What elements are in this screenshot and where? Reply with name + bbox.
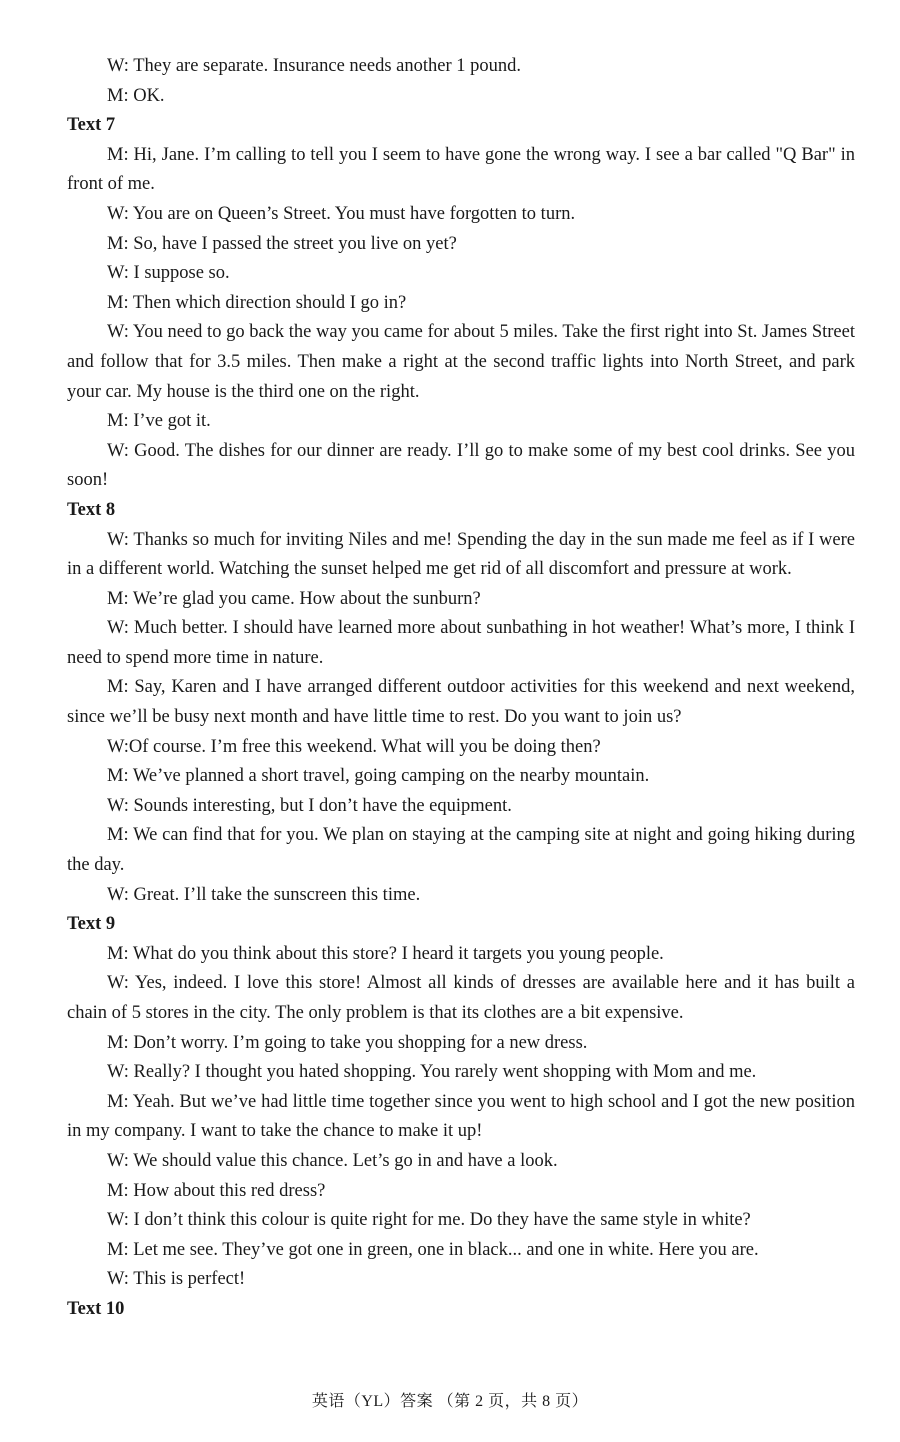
dialogue-line: M: OK. (107, 85, 165, 106)
dialogue-line: W: Much better. I should have learned more about sunbathing in hot weather! What’s more, I think I need to spend more time in nature. (67, 618, 855, 668)
section-heading: Text 7 (67, 115, 116, 136)
page-footer: 英语（YL）答案 （第 2 页，共 8 页） (311, 1393, 589, 1410)
dialogue-line: W: This is perfect! (107, 1269, 246, 1290)
dialogue-line: W: Really? I thought you hated shopping. You rarely went shopping with Mom and me. (107, 1062, 757, 1083)
dialogue-line: M: What do you think about this store? I heard it targets you young people. (107, 943, 664, 964)
dialogue-line: W: Yes, indeed. I love this store! Almost all kinds of dresses are available here and it has built a chain of 5 stores in the city. The only problem is that its clothes are a bit expensive. (67, 973, 855, 1023)
dialogue-line: M: I’ve got it. (107, 411, 211, 432)
dialogue-line: M: Yeah. But we’ve had little time together since you went to high school and I got the new position in my company. I want to take the chance to make it up! (67, 1091, 855, 1142)
dialogue-line: M: Then which direction should I go in? (107, 292, 407, 313)
dialogue-line: M: We’ve planned a short travel, going camping on the nearby mountain. (107, 766, 650, 787)
dialogue-line: W: I don’t think this colour is quite right for me. Do they have the same style in white? (107, 1210, 751, 1231)
section-heading: Text 10 (67, 1298, 125, 1319)
dialogue-line: W: Thanks so much for inviting Niles and me! Spending the day in the sun made me feel as if I were in a different world. Watching the sunset helped me get rid of all discomfort and pressure at work. (67, 529, 855, 580)
dialogue-line: M: Hi, Jane. I’m calling to tell you I seem to have gone the wrong way. I see a bar called "Q Bar" in front of me. (67, 144, 855, 195)
section-heading: Text 8 (67, 499, 116, 520)
dialogue-line: M: We’re glad you came. How about the sunburn? (107, 588, 481, 609)
dialogue-line: M: Let me see. They’ve got one in green, one in black... and one in white. Here you are. (107, 1239, 759, 1260)
dialogue-line: M: Say, Karen and I have arranged different outdoor activities for this weekend and next weekend, since we’ll be busy next month and have little time to rest. Do you want to join us? (67, 677, 855, 728)
transcript-body (67, 52, 855, 1325)
dialogue-line: M: How about this red dress? (107, 1180, 326, 1201)
dialogue-line: W:Of course. I’m free this weekend. What will you be doing then? (107, 736, 601, 757)
dialogue-line: W: You need to go back the way you came for about 5 miles. Take the first right into St. James Street and follow that for 3.5 miles. Then make a right at the second traffic lights into North Street, and park your car. My house is the third one on the right. (67, 322, 855, 402)
dialogue-line: W: Good. The dishes for our dinner are ready. I’ll go to make some of my best cool drinks. See you soon! (67, 440, 855, 491)
dialogue-line: W: Great. I’ll take the sunscreen this time. (107, 884, 421, 905)
section-heading: Text 9 (67, 914, 116, 935)
dialogue-line: M: We can find that for you. We plan on staying at the camping site at night and going hiking during the day. (67, 825, 855, 876)
dialogue-line: M: Don’t worry. I’m going to take you shopping for a new dress. (107, 1032, 588, 1053)
dialogue-line: W: Sounds interesting, but I don’t have the equipment. (107, 795, 512, 816)
dialogue-line: W: You are on Queen’s Street. You must have forgotten to turn. (107, 203, 576, 224)
dialogue-line: W: We should value this chance. Let’s go in and have a look. (107, 1150, 558, 1171)
dialogue-line: M: So, have I passed the street you live on yet? (107, 233, 457, 254)
dialogue-line: W: I suppose so. (107, 263, 230, 284)
dialogue-line: W: They are separate. Insurance needs another 1 pound. (107, 56, 522, 76)
